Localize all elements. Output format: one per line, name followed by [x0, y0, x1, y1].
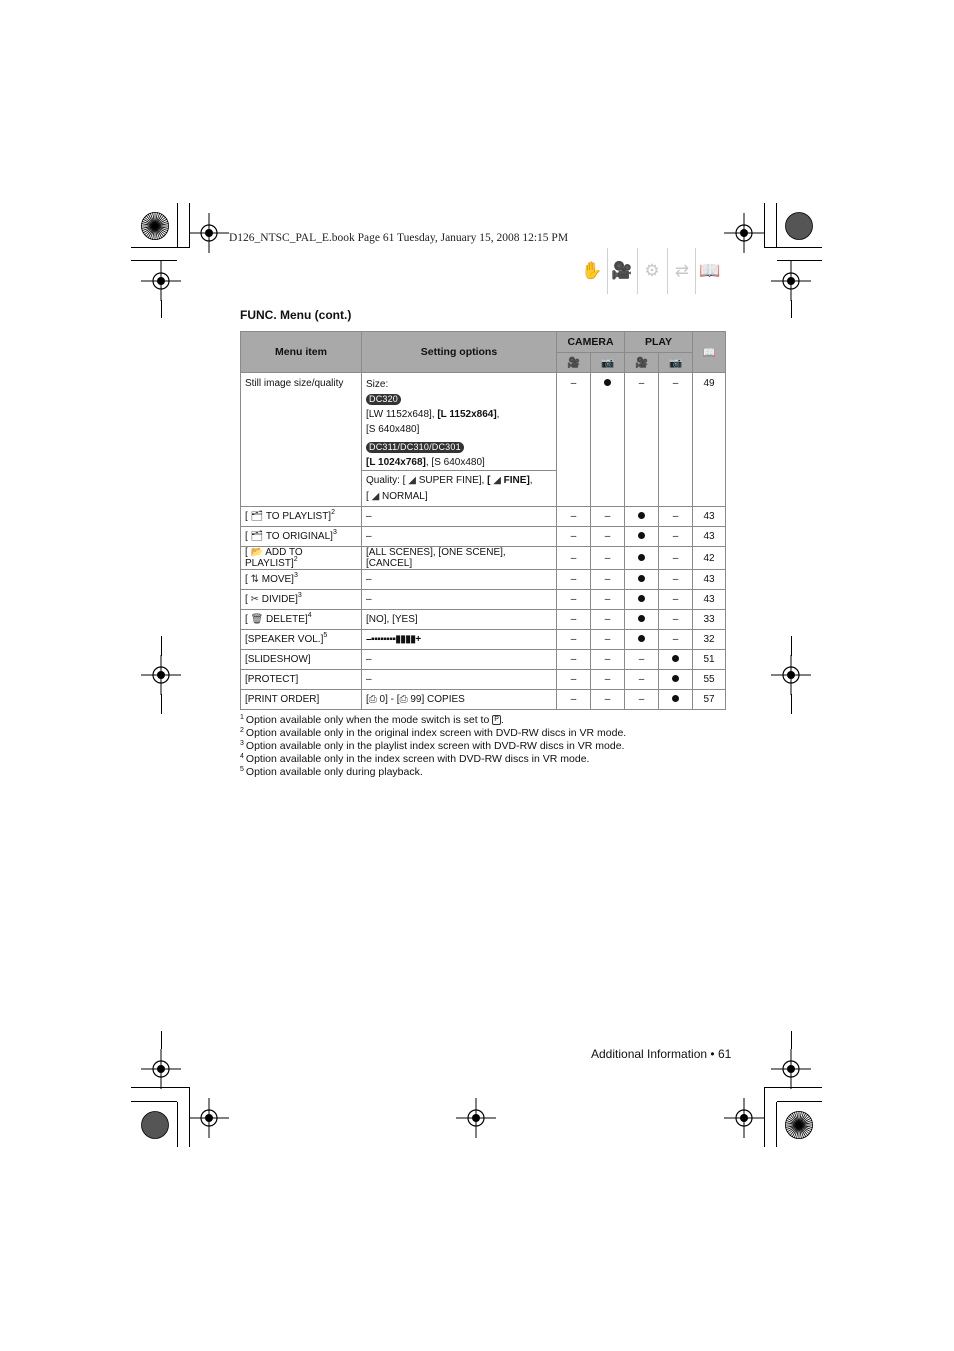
availability-mark: –	[659, 527, 693, 547]
size-option-default: [L 1024x768]	[366, 457, 426, 468]
table-row	[241, 650, 726, 670]
availability-mark: –	[659, 610, 693, 630]
photo-icon: 📷	[591, 353, 625, 373]
bullet-dot	[672, 695, 679, 702]
crop-line	[764, 1087, 822, 1088]
footnote-end: .	[500, 714, 504, 726]
crosshair-mark	[724, 1098, 764, 1138]
mark-play-photo: –	[659, 373, 693, 507]
table-row	[241, 507, 726, 527]
footnote-ref: 4	[307, 612, 312, 619]
setting-options-cell	[362, 547, 557, 570]
footnote-ref: 2	[293, 556, 298, 563]
quality-fine-bracket: [	[487, 474, 494, 486]
bracket: [	[245, 614, 251, 625]
availability-mark: –	[625, 650, 659, 670]
header-menu-item: Menu item	[241, 332, 362, 373]
bracket: [	[245, 547, 251, 558]
print-icon: ⎙	[399, 694, 408, 705]
footer-section: Additional Information	[591, 1047, 708, 1061]
table-row	[241, 630, 726, 650]
availability-mark: –	[557, 570, 591, 590]
menu-item-label: MOVE]	[261, 574, 294, 585]
availability-mark: –	[557, 670, 591, 690]
footer-bullet: •	[710, 1047, 715, 1061]
menu-item-cell	[241, 650, 362, 670]
crop-line	[777, 1101, 822, 1102]
menu-item-label: TO ORIGINAL]	[265, 531, 333, 542]
crosshair-mark	[189, 1098, 229, 1138]
availability-mark: –	[659, 570, 693, 590]
setting-options-cell	[362, 507, 557, 527]
availability-mark: –	[591, 547, 625, 570]
availability-mark	[625, 507, 659, 527]
setting-options-cell	[362, 527, 557, 547]
footnote-text: Option available only in the index screen with DVD-RW discs in VR mode.	[245, 753, 590, 765]
footnote-number: 5	[240, 766, 244, 773]
func-menu-table	[240, 331, 726, 710]
bullet-dot	[638, 554, 645, 561]
menu-item-label: TO PLAYLIST]	[265, 511, 332, 522]
availability-mark: –	[591, 630, 625, 650]
bullet-dot	[638, 635, 645, 642]
bullet-dot	[638, 595, 645, 602]
quality-sep: ,	[529, 474, 533, 486]
page-ref: 33	[693, 610, 726, 630]
add-playlist-icon: 📂	[250, 547, 264, 558]
table-row	[241, 670, 726, 690]
quality-superfine: SUPER FINE],	[415, 474, 488, 486]
crosshair-mark	[189, 213, 229, 253]
range-text: 99] COPIES	[407, 694, 465, 705]
menu-item-label: [PRINT ORDER]	[245, 694, 320, 705]
crosshair-mark	[771, 1049, 811, 1089]
footnote-number: 4	[240, 753, 244, 760]
footnote-ref: 3	[332, 529, 337, 536]
crop-line	[131, 260, 177, 261]
availability-mark	[659, 650, 693, 670]
table-row	[241, 527, 726, 547]
divide-icon: ✂	[250, 594, 259, 605]
availability-mark	[625, 630, 659, 650]
model-badge-dc320: DC320	[366, 394, 401, 405]
crop-line	[764, 1088, 765, 1147]
table-row	[241, 610, 726, 630]
header-setting-options: Setting options	[362, 332, 557, 373]
menu-item-label: [SPEAKER VOL.]	[245, 634, 324, 645]
availability-mark: –	[591, 507, 625, 527]
table-row	[241, 690, 726, 710]
quality-fine: FINE]	[500, 474, 530, 486]
availability-mark: –	[659, 507, 693, 527]
setting-options-text: –	[366, 574, 372, 585]
crop-line	[189, 203, 190, 247]
crop-line	[161, 636, 162, 656]
photo-icon: 📷	[659, 353, 693, 373]
color-target-mark	[785, 212, 813, 240]
crosshair-mark	[724, 213, 764, 253]
setting-options-text: –	[366, 531, 372, 542]
size-option: [S 640x480]	[366, 424, 420, 435]
book-icon: 📖	[693, 332, 726, 373]
color-target-mark	[141, 1111, 169, 1139]
footnote-ref: 5	[323, 632, 328, 639]
crop-line	[177, 1102, 178, 1147]
section-tabs	[577, 248, 725, 294]
menu-item-label: [PROTECT]	[245, 674, 299, 685]
mode-p-icon: P	[494, 716, 499, 724]
bracket: [	[245, 531, 251, 542]
model-badge-dc311: DC311/DC310/DC301	[366, 442, 464, 453]
original-icon: 🗂	[250, 531, 264, 542]
availability-mark: –	[591, 670, 625, 690]
page-ref: 43	[693, 507, 726, 527]
page-ref: 57	[693, 690, 726, 710]
availability-mark: –	[557, 590, 591, 610]
footnote	[240, 714, 504, 726]
menu-item-label: DELETE]	[266, 614, 308, 625]
availability-mark: –	[557, 630, 591, 650]
availability-mark: –	[625, 670, 659, 690]
footnote-text: Option available only in the original index screen with DVD-RW discs in VR mode.	[245, 727, 627, 739]
menu-item-label: [SLIDESHOW]	[245, 654, 311, 665]
menu-item-cell	[241, 590, 362, 610]
setting-options-cell	[362, 630, 557, 650]
still-image-quality-options	[362, 471, 557, 507]
superfine-icon: ◢	[408, 474, 416, 486]
availability-mark	[659, 690, 693, 710]
menu-item-cell	[241, 527, 362, 547]
crosshair-mark	[771, 261, 811, 301]
page-ref: 42	[693, 547, 726, 570]
menu-item-label: ADD TO PLAYLIST]	[245, 547, 303, 569]
menu-item-cell	[241, 610, 362, 630]
crop-line	[177, 203, 178, 247]
crop-line	[777, 260, 822, 261]
header-play: PLAY	[625, 332, 693, 353]
crosshair-mark	[456, 1098, 496, 1138]
availability-mark: –	[557, 547, 591, 570]
table-row	[241, 590, 726, 610]
page-ref: 43	[693, 590, 726, 610]
size-option: [LW 1152x648],	[366, 409, 438, 420]
bullet-dot	[638, 512, 645, 519]
print-icon: ⎙	[368, 694, 377, 705]
availability-mark: –	[591, 570, 625, 590]
color-target-mark	[785, 1111, 813, 1139]
crosshair-mark	[141, 655, 181, 695]
still-image-size-options	[362, 373, 557, 471]
setting-options-text: –	[366, 674, 372, 685]
footnote	[240, 766, 423, 778]
footnote-ref: 3	[293, 572, 298, 579]
crop-line	[161, 1031, 162, 1049]
bullet-dot	[638, 532, 645, 539]
footnote	[240, 740, 624, 752]
bullet-dot	[604, 379, 611, 386]
table-row	[241, 570, 726, 590]
crop-line	[791, 300, 792, 318]
section-title: FUNC. Menu (cont.)	[240, 308, 352, 322]
footnote-ref: 3	[297, 592, 302, 599]
movie-icon: 🎥	[625, 353, 659, 373]
footnote-text: Option available only during playback.	[245, 766, 423, 778]
quality-normal: NORMAL]	[379, 490, 428, 502]
movie-icon: 🎥	[557, 353, 591, 373]
crosshair-mark	[771, 655, 811, 695]
page-ref: 43	[693, 570, 726, 590]
setting-options-cell	[362, 670, 557, 690]
bracket: [	[245, 594, 251, 605]
availability-mark	[625, 527, 659, 547]
playlist-icon: 🗂	[250, 511, 264, 522]
print-header: D126_NTSC_PAL_E.book Page 61 Tuesday, January 15, 2008 12:15 PM	[229, 232, 569, 244]
page-number: 61	[717, 1047, 732, 1061]
size-option: , [S 640x480]	[425, 457, 485, 468]
camera-icon: 🎥	[611, 261, 633, 280]
crosshair-mark	[141, 1049, 181, 1089]
bracket: [	[245, 574, 251, 585]
menu-item-label: DIVIDE]	[261, 594, 298, 605]
quality-normal-bracket: [	[366, 490, 372, 502]
crop-line	[776, 1102, 777, 1147]
menu-item-cell	[241, 570, 362, 590]
availability-mark	[625, 610, 659, 630]
bullet-dot	[638, 615, 645, 622]
mark-camera-photo	[591, 373, 625, 507]
bullet-dot	[672, 675, 679, 682]
color-target-mark	[141, 212, 169, 240]
availability-mark: –	[557, 507, 591, 527]
setting-options-cell	[362, 570, 557, 590]
menu-item-cell	[241, 507, 362, 527]
mark-play-movie: –	[625, 373, 659, 507]
availability-mark: –	[625, 690, 659, 710]
setting-options-cell	[362, 610, 557, 630]
availability-mark: –	[591, 527, 625, 547]
bracket: [	[245, 511, 251, 522]
crop-line	[161, 694, 162, 714]
fine-icon: ◢	[493, 474, 501, 486]
availability-mark	[625, 570, 659, 590]
page-ref: 49	[693, 373, 726, 507]
setting-options-text: –	[366, 511, 372, 522]
setting-options-text: [ALL SCENES], [ONE SCENE], [CANCEL]	[366, 547, 506, 569]
page-ref: 51	[693, 650, 726, 670]
footnote	[240, 753, 589, 765]
crop-line	[791, 636, 792, 656]
size-option-default: [L 1152x864]	[437, 409, 497, 420]
footnote-number: 3	[240, 740, 244, 747]
range-text: 0] - [	[376, 694, 400, 705]
menu-item-cell	[241, 690, 362, 710]
crop-line	[776, 203, 777, 247]
crop-line	[131, 247, 190, 248]
bullet-dot	[638, 575, 645, 582]
arrows-icon: ⇄	[674, 261, 690, 280]
page-footer	[591, 1047, 731, 1061]
setting-options-cell	[362, 590, 557, 610]
size-option-sep: ,	[496, 409, 500, 420]
availability-mark	[625, 590, 659, 610]
footnote	[240, 727, 626, 739]
page-ref: 43	[693, 527, 726, 547]
menu-item-cell	[241, 547, 362, 570]
crop-line	[189, 1088, 190, 1147]
footnote-text: Option available only when the mode switch is set to	[245, 714, 493, 726]
availability-mark: –	[557, 610, 591, 630]
menu-item-cell	[241, 670, 362, 690]
setting-options-text: –	[366, 594, 372, 605]
page-ref: 32	[693, 630, 726, 650]
row-still-image-label: Still image size/quality	[241, 373, 362, 507]
crop-line	[791, 694, 792, 714]
crop-line	[131, 1087, 190, 1088]
footnote-number: 2	[240, 727, 244, 734]
crosshair-mark	[141, 261, 181, 301]
footnote-number: 1	[240, 714, 244, 721]
availability-mark: –	[591, 610, 625, 630]
crop-line	[131, 1101, 177, 1102]
availability-mark: –	[557, 690, 591, 710]
move-icon: ⇅	[250, 574, 259, 585]
page-ref: 55	[693, 670, 726, 690]
setting-options-cell	[362, 690, 557, 710]
crop-line	[791, 1031, 792, 1049]
availability-mark: –	[659, 590, 693, 610]
setting-options-text: –	[366, 654, 372, 665]
hand-icon: ✋	[581, 261, 603, 280]
crop-line	[764, 247, 822, 248]
table-row	[241, 547, 726, 570]
setting-options-cell	[362, 650, 557, 670]
availability-mark: –	[591, 650, 625, 670]
quality-prefix: Quality: [	[366, 474, 409, 486]
availability-mark: –	[591, 590, 625, 610]
volume-bar: –▪▪▪▪▪▪▪▪▮▮▮▮+	[366, 634, 421, 645]
bullet-dot	[672, 655, 679, 662]
availability-mark: –	[557, 527, 591, 547]
bracket: [	[366, 694, 369, 705]
header-camera: CAMERA	[557, 332, 625, 353]
crop-line	[161, 300, 162, 318]
size-label: Size:	[366, 379, 389, 390]
crop-line	[764, 203, 765, 247]
availability-mark	[625, 547, 659, 570]
book-icon: 📖	[699, 261, 721, 280]
availability-mark: –	[591, 690, 625, 710]
setting-options-text: [NO], [YES]	[366, 614, 418, 625]
normal-icon: ◢	[371, 490, 380, 502]
footnote-text: Option available only in the playlist index screen with DVD-RW discs in VR mode.	[245, 740, 625, 752]
availability-mark: –	[557, 650, 591, 670]
mark-camera-movie: –	[557, 373, 591, 507]
availability-mark: –	[659, 547, 693, 570]
availability-mark: –	[659, 630, 693, 650]
settings-icon: ⚙	[644, 261, 660, 280]
availability-mark	[659, 670, 693, 690]
delete-icon: 🗑	[250, 614, 264, 625]
menu-item-cell	[241, 630, 362, 650]
footnote-ref: 2	[331, 509, 335, 516]
